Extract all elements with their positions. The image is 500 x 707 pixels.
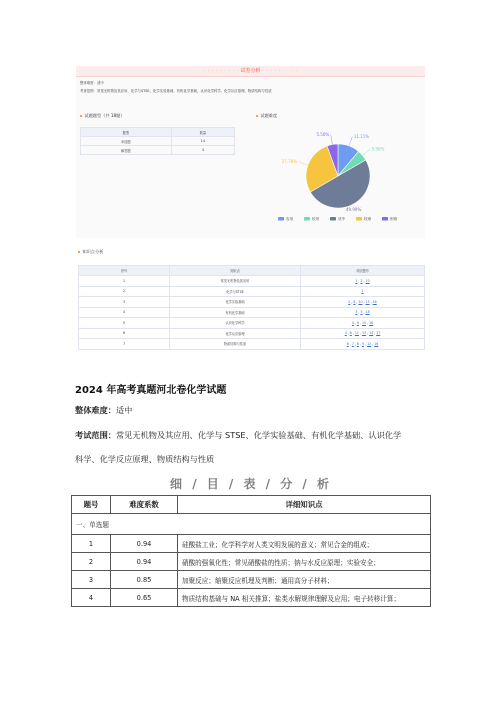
ref-separator: , [355,299,359,304]
legend-label: 困难 [390,217,398,221]
ref-separator: , [362,278,366,283]
table-row [79,276,425,287]
qtype-header: 数量 [171,128,234,137]
knowledge-header: 序号 [79,266,170,276]
question-ref-link[interactable]: 16 [372,299,377,304]
analysis-banner [76,66,425,77]
pie-leader-line [349,137,352,146]
table-row [79,286,425,297]
question-refs [301,276,425,287]
ref-separator: , [358,341,362,346]
question-refs [301,328,425,339]
ref-separator: , [348,341,352,346]
table-row [79,318,425,329]
legend-swatch [356,217,362,221]
pie-data-label: 11.11% [353,134,370,140]
detail-table [71,495,431,607]
ref-separator: , [366,331,370,336]
knowledge-point: 认识化学科学 [170,318,301,329]
question-ref-link[interactable]: 4 [351,320,354,325]
detail-header-no: 题号 [72,496,111,514]
knowledge-point: 化学反应原理 [170,328,301,339]
question-ref-link[interactable]: 9 [356,320,359,325]
question-ref-link[interactable]: 6 [346,341,349,346]
question-ref-link[interactable]: 14 [369,331,374,336]
pie-data-label: 27.78% [281,159,298,165]
pie-data-label: 5.56% [371,146,385,152]
knowledge-detail: 硝酸的强氧化性；常见硝酸盐的性质；钠与水反应原理；实验安全； [178,553,431,571]
knowledge-point: 化学与STSE [170,286,301,297]
ref-separator: , [364,341,368,346]
ref-separator: , [366,320,370,325]
question-no: 1 [72,535,111,553]
question-ref-link[interactable]: 15 [365,299,370,304]
legend-label: 容易 [286,217,294,221]
knowledge-no: 3 [79,297,170,308]
pie-data-label: 49.99% [346,207,362,212]
table-row [79,339,425,350]
section-label: 一、单选题 [72,514,431,535]
question-refs [301,318,425,329]
ref-separator: , [373,331,377,336]
overall-difficulty: 整体难度：适中 [75,405,133,415]
table-row [72,589,431,607]
difficulty-pie-chart [256,124,424,230]
knowledge-table [78,265,425,350]
document-title: 2024 年高考真题河北卷化学试题 [75,385,227,396]
qtype-section-title: 试题题型（共 18题） [80,113,125,119]
question-ref-link[interactable]: 11 [354,331,359,336]
ref-separator: , [358,320,362,325]
question-ref-link[interactable]: 2 [348,299,351,304]
table-row [79,297,425,308]
question-ref-link[interactable]: 16 [369,320,374,325]
question-ref-link[interactable]: 1 [355,278,358,283]
table-row [72,571,431,589]
question-ref-link[interactable]: 17 [376,331,381,336]
knowledge-no: 1 [79,276,170,287]
qtype-cell: 14 [171,137,234,146]
detail-header-coef: 难度系数 [111,496,178,514]
ref-separator: , [369,299,373,304]
knowledge-point: 物质结构与性质 [170,339,301,350]
legend-label: 较易 [312,217,320,221]
question-ref-link[interactable]: 4 [344,331,347,336]
question-no: 3 [72,571,111,589]
knowledge-detail: 物质结构基础与 NA 相关推算；盐类水解规律理解及应用；电子转移计算； [178,589,431,607]
bullet-dot-icon [80,115,82,117]
knowledge-no: 2 [79,286,170,297]
difficulty-coef: 0.65 [111,589,178,607]
knowledge-point: 化学实验基础 [170,297,301,308]
card-exam-scope: 考查范围：常见无机物及其应用、化学与STSE、化学实验基础、有机化学基础、认识化学科学、化学反应原理、物质结构与性质 [80,89,272,93]
ref-separator: , [346,331,350,336]
ref-separator: , [357,310,361,315]
question-ref-link[interactable]: 18 [365,310,370,315]
question-ref-link[interactable]: 16 [374,341,379,346]
detail-header-detail: 详细知识点 [178,496,431,514]
table-row [72,535,431,553]
table-row [79,307,425,318]
pie-data-label: 5.56% [316,132,330,138]
legend-swatch [330,217,336,221]
question-ref-link[interactable]: 15 [361,320,367,325]
knowledge-section-title: 知识点分析 [78,249,103,255]
difficulty-coef: 0.94 [111,535,178,553]
knowledge-no: 6 [79,328,170,339]
difficulty-coef: 0.85 [111,571,178,589]
question-ref-link[interactable]: 2 [360,278,363,283]
question-ref-link[interactable]: 9 [361,341,365,346]
question-no: 4 [72,589,111,607]
question-ref-link[interactable]: 6 [353,299,356,304]
knowledge-no: 7 [79,339,170,350]
qtype-cell: 4 [171,146,234,155]
question-ref-link[interactable]: 10 [365,278,370,283]
legend-swatch [304,217,310,221]
table-row [79,328,425,339]
qtype-table [80,127,235,155]
card-overall-difficulty: 整体难度：适中 [80,81,104,85]
question-ref-link[interactable]: 13 [361,331,367,336]
legend-label: 较难 [364,217,372,221]
bullet-dot-icon [256,115,258,117]
knowledge-detail: 加聚反应；缩聚反应机理及判断；通用高分子材料； [178,571,431,589]
knowledge-header: 对应题号 [301,266,425,276]
question-ref-link[interactable]: 5 [360,310,363,315]
knowledge-no: 4 [79,307,170,318]
ref-separator: , [362,299,366,304]
ref-separator: , [362,310,366,315]
legend-swatch [278,217,284,221]
question-ref-link[interactable]: 12 [367,341,372,346]
knowledge-detail: 硅酸盐工业；化学科学对人类文明发展的意义；常见合金的组成； [178,535,431,553]
question-no: 2 [72,553,111,571]
table-row [72,553,431,571]
question-refs [301,339,425,350]
exam-scope-line1: 考试范围：常见无机物及其应用、化学与 STSE、化学实验基础、有机化学基础、认识化学 [75,430,402,440]
question-refs [301,307,425,318]
ref-separator: , [351,331,355,336]
question-refs [301,297,425,308]
difficulty-section-title: 试题难度 [256,113,277,119]
ref-separator: , [350,299,354,304]
bullet-dot-icon [78,251,80,253]
pie-leader-line [299,162,308,165]
ref-separator: , [353,341,357,346]
question-ref-link[interactable]: 1 [361,289,364,294]
ref-separator: , [371,341,375,346]
ref-separator: , [358,331,362,336]
question-ref-link[interactable]: 7 [351,341,354,346]
legend-label: 适中 [338,217,346,221]
knowledge-header: 知识点 [170,266,301,276]
analysis-banner-title: · · · · · · · · · 试卷分析 · · · · · · · · · [203,68,298,74]
question-ref-link[interactable]: 10 [358,299,363,304]
qtype-cell: 单选题 [81,137,172,146]
qtype-cell: 解答题 [81,146,172,155]
legend-swatch [382,217,388,221]
knowledge-point: 有机化学基础 [170,307,301,318]
question-ref-link[interactable]: 6 [349,331,352,336]
knowledge-point: 常见无机物及其应用 [170,276,301,287]
question-ref-link[interactable]: 8 [356,341,359,346]
knowledge-no: 5 [79,318,170,329]
pie-leader-line [331,135,333,145]
pie-leader-line [363,149,371,155]
detail-table-heading: 细 / 目 / 表 / 分 / 析 [170,477,332,491]
question-ref-link[interactable]: 3 [355,310,358,315]
ref-separator: , [353,320,357,325]
qtype-header: 题型 [81,128,172,137]
question-refs [301,286,425,297]
exam-scope-line2: 科学、化学反应原理、物质结构与性质 [75,454,215,464]
difficulty-coef: 0.94 [111,553,178,571]
ref-separator: , [357,278,361,283]
